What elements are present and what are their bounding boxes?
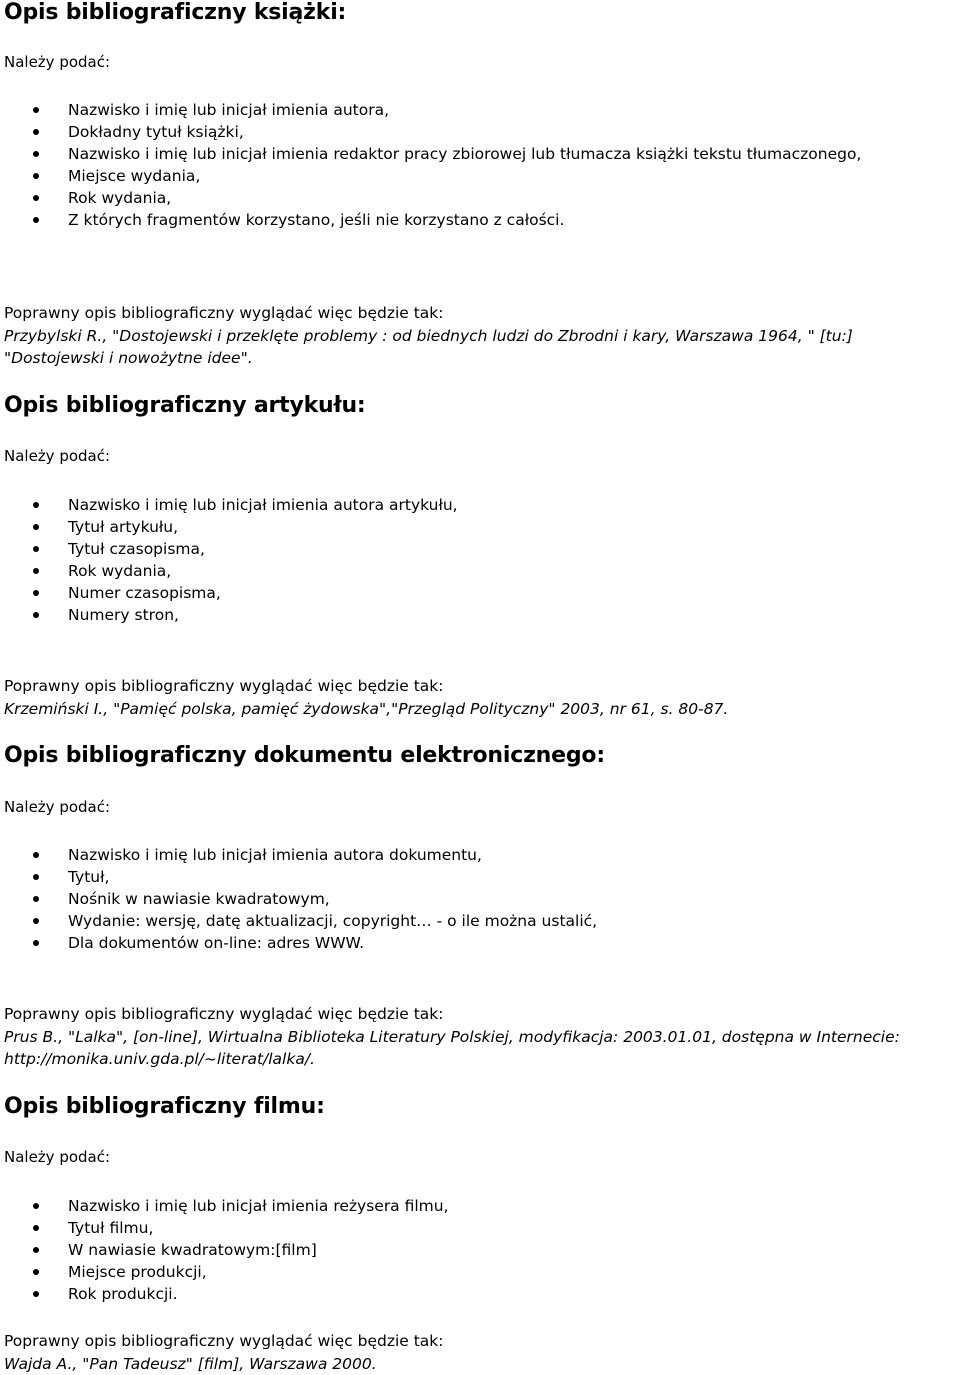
list-item-text: Miejsce wydania, [68,167,201,185]
requirements-list [4,494,934,626]
section-heading: Opis bibliograficzny artykułu: [4,393,366,418]
list-item [4,1239,934,1261]
section-intro: Należy podać: [4,447,111,465]
list-item-text: Nazwisko i imię lub inicjał imienia autora artykułu, [68,496,458,514]
list-item-text: Rok produkcji. [68,1285,178,1303]
list-item-text: Z których fragmentów korzystano, jeśli nie korzystano z całości. [68,211,565,229]
bullet-icon [33,502,39,508]
list-item-text: Tytuł, [68,868,110,886]
list-item [4,143,878,165]
bullet-icon [33,612,39,618]
requirements-list [4,1195,934,1305]
bullet-icon [33,217,39,223]
example-label: Poprawny opis bibliograficzny wyglądać więc będzie tak: [4,677,444,695]
section-book [4,0,956,370]
example-label: Poprawny opis bibliograficzny wyglądać więc będzie tak: [4,1005,444,1023]
example-label: Poprawny opis bibliograficzny wyglądać więc będzie tak: [4,1332,444,1350]
bullet-icon [33,1203,39,1209]
example-citation: Prus B., "Lalka", [on-line], Wirtualna Biblioteka Literatury Polskiej, modyfikacja: 2003.01.01, dostępna w Internecie: http://monika.univ.gda.pl/~literat/lalka/. [4,1028,900,1068]
list-item-text: Nazwisko i imię lub inicjał imienia autora dokumentu, [68,846,482,864]
list-item [4,516,934,538]
bullet-icon [33,524,39,530]
list-item [4,538,934,560]
list-item [4,844,934,866]
list-item [4,494,934,516]
example-citation: Przybylski R., "Dostojewski i przeklęte problemy : od biednych ludzi do Zbrodni i kary, Warszawa 1964, " [tu:] "Dostojewski i nowożytne idee". [4,327,853,367]
bullet-icon [33,1269,39,1275]
bullet-icon [33,546,39,552]
list-item-text: Nazwisko i imię lub inicjał imienia redaktor pracy zbiorowej lub tłumacza książki tekstu tłumaczonego, [68,145,862,163]
list-item-text: Wydanie: wersję, datę aktualizacji, copyright… - o ile można ustalić, [68,912,598,930]
bullet-icon [33,151,39,157]
section-film [4,1094,956,1375]
list-item [4,604,934,626]
bullet-icon [33,896,39,902]
list-item-text: Miejsce produkcji, [68,1263,207,1281]
list-item-text: Nazwisko i imię lub inicjał imienia autora, [68,101,390,119]
list-item [4,888,934,910]
list-item [4,1283,934,1305]
list-item [4,1261,934,1283]
list-item [4,910,934,932]
list-item-text: Dokładny tytuł książki, [68,123,244,141]
bullet-icon [33,940,39,946]
list-item-text: Dla dokumentów on-line: adres WWW. [68,934,364,952]
list-item [4,187,934,209]
bullet-icon [33,173,39,179]
list-item-text: Nazwisko i imię lub inicjał imienia reżysera filmu, [68,1197,449,1215]
example-label: Poprawny opis bibliograficzny wyglądać więc będzie tak: [4,304,444,322]
bullet-icon [33,568,39,574]
list-item [4,866,934,888]
list-item-text: Rok wydania, [68,562,172,580]
list-item-text: Tytuł czasopisma, [68,540,205,558]
bullet-icon [33,195,39,201]
list-item-text: Nośnik w nawiasie kwadratowym, [68,890,330,908]
list-item [4,560,934,582]
bullet-icon [33,129,39,135]
list-item-text: Tytuł filmu, [68,1219,154,1237]
list-item [4,1217,934,1239]
bullet-icon [33,1291,39,1297]
section-article [4,393,956,723]
list-item-text: Tytuł artykułu, [68,518,179,536]
list-item [4,99,934,121]
bullet-icon [33,918,39,924]
list-item-text: W nawiasie kwadratowym:[film] [68,1241,317,1259]
list-item [4,165,934,187]
section-heading: Opis bibliograficzny książki: [4,0,347,25]
section-intro: Należy podać: [4,53,111,71]
section-intro: Należy podać: [4,798,111,816]
example-citation: Krzemiński I., "Pamięć polska, pamięć żydowska","Przegląd Polityczny" 2003, nr 61, s. 80-87. [4,700,729,718]
list-item [4,209,934,231]
bullet-icon [33,107,39,113]
bullet-icon [33,852,39,858]
section-heading: Opis bibliograficzny dokumentu elektronicznego: [4,743,605,768]
list-item-text: Numery stron, [68,606,179,624]
list-item [4,582,934,604]
section-heading: Opis bibliograficzny filmu: [4,1094,325,1119]
section-intro: Należy podać: [4,1148,111,1166]
bullet-icon [33,1247,39,1253]
section-electronic-document [4,743,956,1073]
list-item [4,121,934,143]
list-item [4,1195,934,1217]
requirements-list [4,844,934,954]
bullet-icon [33,1225,39,1231]
list-item-text: Rok wydania, [68,189,172,207]
requirements-list [4,99,934,231]
example-citation: Wajda A., "Pan Tadeusz" [film], Warszawa 2000. [4,1355,377,1373]
bullet-icon [33,590,39,596]
list-item-text: Numer czasopisma, [68,584,221,602]
list-item [4,932,934,954]
bullet-icon [33,874,39,880]
